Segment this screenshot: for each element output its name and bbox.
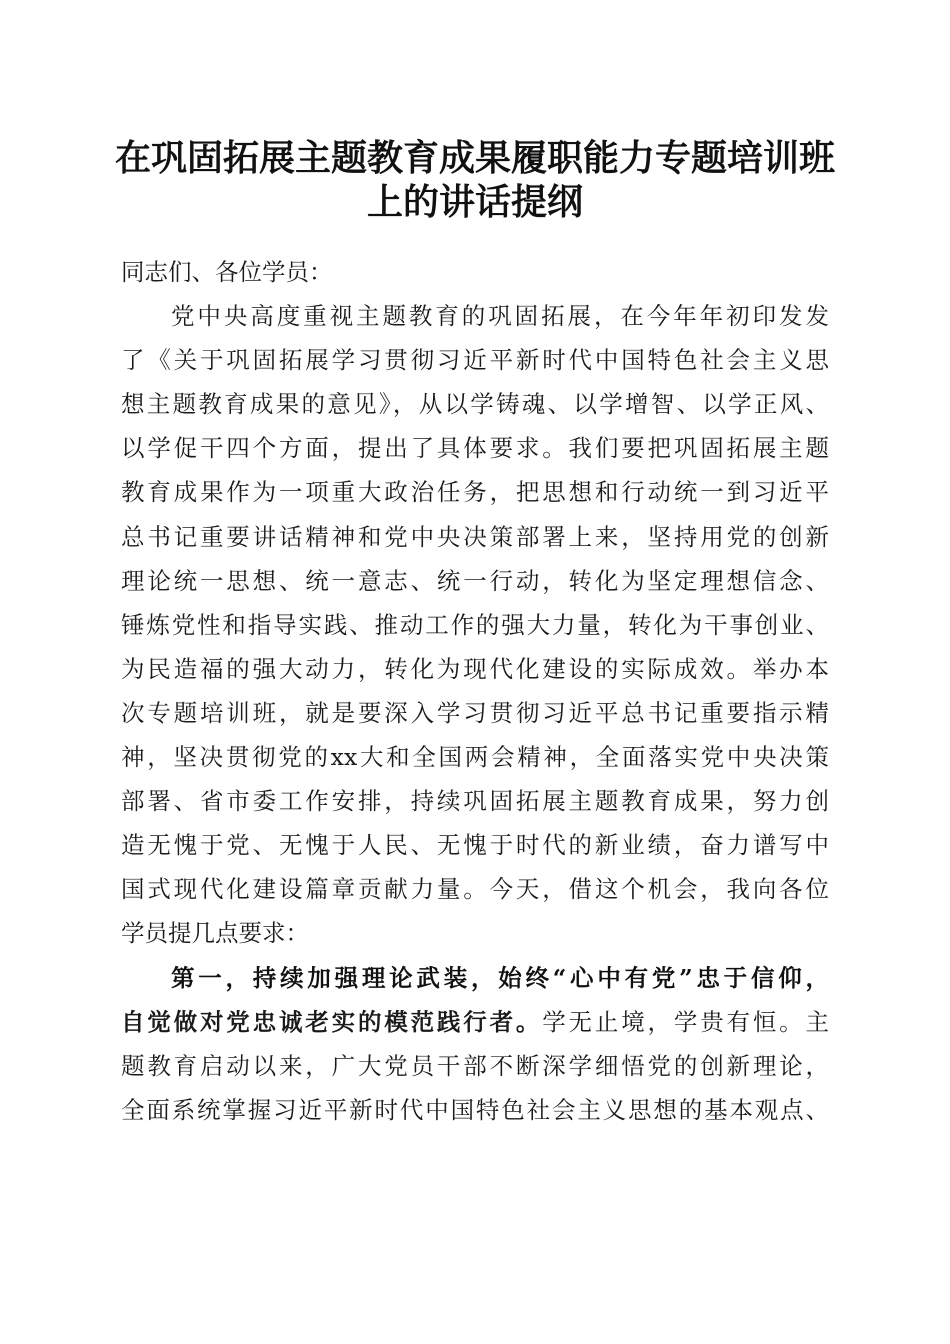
- paragraph-2-heading-line: 第一，持续加强理论武装，始终“心中有党”忠于信仰，: [171, 963, 829, 992]
- paragraph-1-line: 学员提几点要求：: [121, 919, 309, 948]
- paragraph-1-line: 部署、省市委工作安排，持续巩固拓展主题教育成果，努力创: [121, 787, 829, 816]
- title-line-1: 在巩固拓展主题教育成果履职能力专题培训班: [114, 137, 835, 179]
- paragraph-1-line: 理论统一思想、统一意志、统一行动，转化为坚定理想信念、: [121, 566, 829, 595]
- paragraph-2-body-start: 学无止境，学贵有恒。主: [542, 1007, 830, 1036]
- paragraph-1-line: 次专题培训班，就是要深入学习贯彻习近平总书记重要指示精: [121, 698, 829, 727]
- paragraph-1-line: 教育成果作为一项重大政治任务，把思想和行动统一到习近平: [121, 478, 829, 507]
- paragraph-2-line: 题教育启动以来，广大党员干部不断深学细悟党的创新理论，: [121, 1051, 829, 1080]
- paragraph-1-line: 国式现代化建设篇章贡献力量。今天，借这个机会，我向各位: [121, 875, 829, 904]
- paragraph-1-line: 以学促干四个方面，提出了具体要求。我们要把巩固拓展主题: [121, 434, 829, 463]
- paragraph-2-line: 全面系统掌握习近平新时代中国特色社会主义思想的基本观点、: [121, 1095, 829, 1124]
- paragraph-1-line: 造无愧于党、无愧于人民、无愧于时代的新业绩，奋力谱写中: [121, 831, 829, 860]
- paragraph-2-heading-tail: 自觉做对党忠诚老实的模范践行者。: [121, 1007, 543, 1036]
- paragraph-1-line: 了《关于巩固拓展学习贯彻习近平新时代中国特色社会主义思: [121, 346, 829, 375]
- paragraph-1-line: 锤炼党性和指导实践、推动工作的强大力量，转化为干事创业、: [121, 610, 829, 639]
- paragraph-1-line: 总书记重要讲话精神和党中央决策部署上来，坚持用党的创新: [121, 522, 829, 551]
- salutation: 同志们、各位学员：: [121, 258, 333, 286]
- paragraph-1-line: 神，坚决贯彻党的xx大和全国两会精神，全面落实党中央决策: [121, 743, 829, 772]
- paragraph-2-mixed-line: [121, 1000, 829, 1044]
- title-line-2: 上的讲话提纲: [366, 181, 583, 223]
- document-title: [100, 136, 850, 224]
- paragraph-1-line: 为民造福的强大动力，转化为现代化建设的实际成效。举办本: [121, 654, 829, 683]
- paragraph-1-line: 党中央高度重视主题教育的巩固拓展，在今年年初印发发: [171, 302, 829, 331]
- paragraph-1-line: 想主题教育成果的意见》，从以学铸魂、以学增智、以学正风、: [121, 390, 829, 419]
- document-body: [121, 250, 829, 1132]
